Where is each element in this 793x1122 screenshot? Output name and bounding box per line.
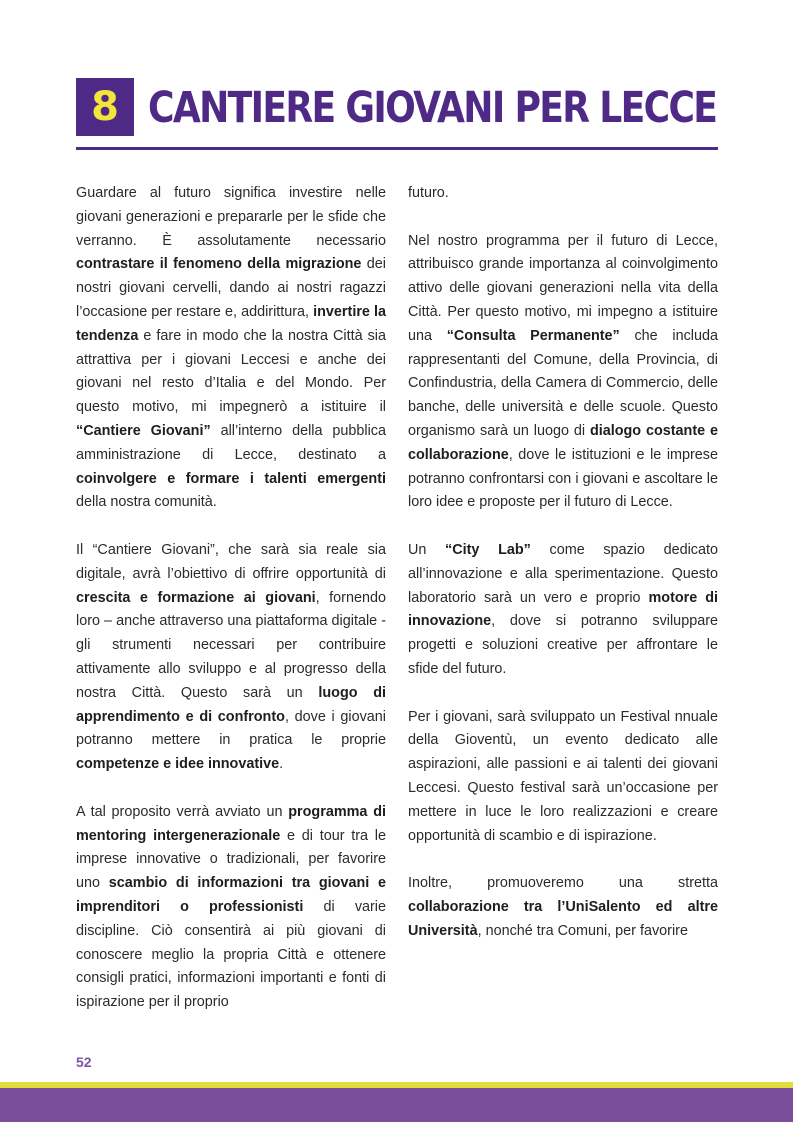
chapter-title: CANTIERE GIOVANI PER LECCE <box>148 83 717 133</box>
text-span: di varie discipline. Ciò consentirà ai più giovani di conoscere meglio la propria Città e ottenere consigli pratici, informazioni importanti e fonti di ispirazione per il proprio <box>76 898 387 1011</box>
bold-highlight: competenze e idee innovative <box>76 756 280 773</box>
paragraph-intro <box>76 182 386 515</box>
text-span: all’interno della pubblica amministrazione di Lecce, destinato a <box>76 422 387 463</box>
text-span: Guardare al futuro significa investire nelle giovani generazioni e prepararle per le sfide che verranno. È assolutamente necessario <box>76 185 386 249</box>
bold-highlight: programma di mentoring intergenerazionale <box>76 803 386 844</box>
footer-band-purple <box>0 1088 793 1122</box>
right-column <box>408 182 718 944</box>
bold-highlight: crescita e formazione ai giovani <box>76 589 316 606</box>
bold-highlight: contrastare il fenomeno della migrazione <box>76 256 362 273</box>
paragraph-city-lab <box>408 539 718 682</box>
text-span: , nonché tra Comuni, per favorire <box>477 922 688 939</box>
bold-highlight: “Cantiere Giovani” <box>76 422 211 439</box>
paragraph-festival: Per i giovani, sarà sviluppato un Festival nnuale della Gioventù, un evento dedicato alle aspirazioni, alle passioni e ai talenti dei giovani Leccesi. Questo festival sarà un’occasione per mettere in luce le loro realizzazioni e creare opportunità di scambio e di ispirazione. <box>408 708 718 844</box>
text-span: , dove si potranno sviluppare progetti e soluzioni creative per affrontare le sfide del futuro. <box>408 613 718 677</box>
bold-highlight: collaborazione tra l’UniSalento ed altre Università <box>408 898 718 939</box>
bold-highlight: luogo di apprendimento e di confronto <box>76 684 386 725</box>
text-span: della nostra comunità. <box>76 494 217 511</box>
text-span: , dove le istituzioni e le imprese potranno confrontarsi con i giovani e ascoltare le loro idee e proposte per il futuro di Lecce. <box>408 446 718 511</box>
text-span: A tal proposito verrà avviato un <box>76 803 289 820</box>
text-span: Nel nostro programma per il futuro di Lecce, attribuisco grande importanza al coinvolgimento attivo delle giovani generazioni nella vita della Città. Per questo motivo, mi impegno a istituire una <box>408 232 718 344</box>
text-span: come spazio dedicato all’innovazione e alla sperimentazione. Questo laboratorio sarà un vero e proprio <box>408 541 718 606</box>
page-number: 52 <box>76 1054 92 1070</box>
text-span: . <box>279 756 284 773</box>
paragraph-consulta <box>408 230 718 516</box>
bold-highlight: “City Lab” <box>445 541 531 558</box>
text-span: che includa rappresentanti del Comune, della Provincia, di Confindustria, della Camera di Commercio, delle banche, delle università e delle scuole. Questo organismo sarà un luogo di <box>408 327 718 439</box>
chapter-header <box>76 78 718 136</box>
text-span: , dove i giovani potranno mettere in pratica le proprie <box>76 708 386 749</box>
paragraph-mentoring <box>76 801 386 1015</box>
text-span: dei nostri giovani cervelli, dando ai nostri ragazzi l’occasione per restare e, addirittura, <box>76 256 387 320</box>
bold-highlight: “Consulta Permanente” <box>446 327 620 344</box>
text-span: , fornendo loro – anche attraverso una piattaforma digitale - gli strumenti necessari per contribuire attivamente allo sviluppo e al progresso della nostra Città. Questo sarà un <box>76 589 386 701</box>
paragraph-cantiere <box>76 539 386 777</box>
text-span: e fare in modo che la nostra Città sia attrattiva per i giovani Leccesi e anche dei giovani nel resto d’Italia e del Mondo. Per questo motivo, mi impegnerò a istituire il <box>76 327 386 416</box>
bold-highlight: scambio di informazioni tra giovani e imprenditori o professionisti <box>76 875 386 915</box>
text-span: Un <box>408 541 446 558</box>
bold-highlight: coinvolgere e formare i talenti emergenti <box>76 470 386 487</box>
chapter-number: 8 <box>76 78 134 136</box>
text-span: Inoltre, promuoveremo una stretta <box>408 875 718 892</box>
header-divider <box>76 147 718 150</box>
text-span: e di tour tra le imprese innovative o tradizionali, per favorire uno <box>76 827 386 892</box>
bold-highlight: dialogo costante e collaborazione <box>408 422 719 463</box>
paragraph-continuation: futuro. <box>408 185 449 201</box>
bold-highlight: motore di innovazione <box>408 589 719 630</box>
left-column <box>76 182 386 1015</box>
paragraph-unisalento <box>408 872 718 943</box>
bold-highlight: invertire la tendenza <box>76 303 387 344</box>
text-span: Il “Cantiere Giovani”, che sarà sia reale sia digitale, avrà l’obiettivo di offrire opportunità di <box>76 541 386 582</box>
